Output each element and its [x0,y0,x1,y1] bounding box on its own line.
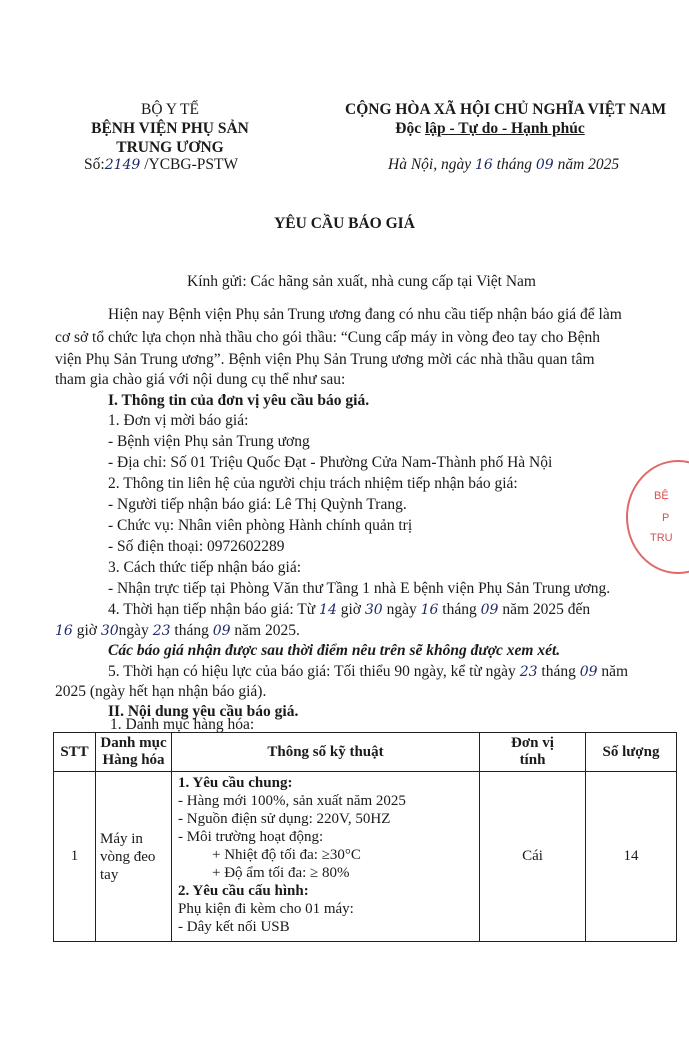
late-submission-warning: Các báo giá nhận được sau thời điểm nêu trên sẽ không được xem xét. [108,642,561,659]
date-suffix: năm 2025 [557,156,620,173]
row-stt: 1 [54,772,96,942]
spec-line-6: + Độ ẩm tối đa: ≥ 80% [212,865,350,881]
deadline-text-9: năm 2025. [234,622,300,639]
date-mid: tháng [496,156,532,173]
validity-text-3: năm [601,663,629,680]
validity-text-1: 5. Thời hạn có hiệu lực của báo giá: Tối thiểu 90 ngày, kể từ ngày [108,663,516,680]
header-stt: STT [54,733,96,772]
validity-line-1 [108,663,628,681]
deadline-line-2 [55,622,300,640]
spec-line-7: 2. Yêu cầu cấu hình: [178,883,309,899]
validity-line-2: 2025 (ngày hết hạn nhận báo giá). [55,683,267,700]
spec-line-9: - Dây kết nối USB [178,919,290,935]
deadline-hand-month-to: 09 [212,623,231,639]
spec-line-3: - Nguồn điện sử dụng: 220V, 50HZ [178,811,391,827]
document-title: YÊU CẦU BÁO GIÁ [274,215,415,232]
deadline-hand-minute-to: 30 [100,623,119,639]
stamp-text-3: TRU [650,532,673,544]
intro-line-3: viện Phụ Sản Trung ương”. Bệnh viện Phụ Sản Trung ương mời các nhà thầu quan tâm [55,351,595,368]
deadline-hand-day-from: 16 [420,602,439,618]
header-don-vi [480,733,586,772]
goods-table [53,732,677,942]
table-header-row [54,733,677,772]
section1-line-8: 3. Cách thức tiếp nhận báo giá: [108,559,302,576]
deadline-text-3: ngày [386,601,417,618]
row-spec [172,772,480,942]
deadline-text-6: giờ [76,622,97,639]
deadline-text-8: tháng [174,622,209,639]
header-danh-muc-l1: Danh mục [100,735,167,751]
doc-number-suffix: /YCBG-PSTW [144,156,239,173]
section1-line-2: - Bệnh viện Phụ sản Trung ương [108,433,310,450]
intro-line-4: tham gia chào giá với nội dung cụ thể như sau: [55,371,346,388]
row-quantity: 14 [586,772,677,942]
doc-number-prefix: Số: [84,156,105,173]
section1-line-4: 2. Thông tin liên hệ của người chịu trách nhiệm tiếp nhận báo giá: [108,475,518,492]
spec-line-8: Phụ kiện đi kèm cho 01 máy: [178,901,354,917]
row-item-name [96,772,172,942]
deadline-hand-hour-to: 16 [55,623,73,639]
header-so-luong: Số lượng [586,733,677,772]
motto-part-b: lập - Tự do - Hạnh phúc [424,120,585,137]
deadline-text-1: 4. Thời hạn tiếp nhận báo giá: Từ [108,601,316,618]
header-danh-muc-l2: Hàng hóa [102,752,165,768]
recipient-line: Kính gửi: Các hãng sản xuất, nhà cung cấp tại Việt Nam [187,273,536,290]
validity-text-2: tháng [541,663,576,680]
intro-line-2: cơ sở tổ chức lựa chọn nhà thầu cho gói thầu: “Cung cấp máy in vòng đeo tay cho Bệnh [55,329,600,346]
item-name-l2: vòng đeo [100,848,156,865]
deadline-text-2: giờ [340,601,361,618]
table-row [54,772,677,942]
header-don-vi-l2: tính [519,752,546,768]
date-month-handwritten: 09 [535,157,554,173]
motto-part-a: Độc [395,120,425,137]
section2-sub: 1. Danh mục hàng hóa: [110,716,255,733]
spec-line-2: - Hàng mới 100%, sản xuất năm 2025 [178,793,406,809]
row-unit: Cái [480,772,586,942]
section1-heading: I. Thông tin của đơn vị yêu cầu báo giá. [108,392,370,409]
date-prefix: Hà Nội, ngày [388,156,472,173]
hospital-name-line1: BỆNH VIỆN PHỤ SẢN [91,120,249,137]
spec-line-5: + Nhiệt độ tối đa: ≥30°C [212,847,361,863]
ministry-name: BỘ Y TẾ [141,101,199,118]
validity-hand-day: 23 [519,664,538,680]
section1-line-3: - Địa chỉ: Số 01 Triệu Quốc Đạt - Phường Cửa Nam-Thành phố Hà Nội [108,454,553,471]
deadline-text-4: tháng [442,601,477,618]
official-stamp [626,460,689,574]
country-name: CỘNG HÒA XÃ HỘI CHỦ NGHĨA VIỆT NAM [345,101,667,118]
deadline-line-1 [108,601,590,619]
section2-heading: II. Nội dung yêu cầu báo giá. [108,703,299,720]
document-date [388,156,619,174]
deadline-hand-month-from: 09 [480,602,499,618]
spec-line-1: 1. Yêu cầu chung: [178,775,293,791]
national-motto [345,120,635,138]
header-danh-muc [96,733,172,772]
date-day-handwritten: 16 [474,157,493,173]
stamp-text-1: BỆ [654,490,669,502]
section1-line-9: - Nhận trực tiếp tại Phòng Văn thư Tầng 1 nhà E bệnh viện Phụ Sản Trung ương. [108,580,611,597]
item-name-l3: tay [100,866,119,883]
deadline-hand-hour-from: 14 [319,602,337,618]
spec-line-4: - Môi trường hoạt động: [178,829,324,845]
header-thong-so: Thông số kỹ thuật [172,733,480,772]
hospital-name-line2: TRUNG ƯƠNG [116,139,224,156]
stamp-text-2: P [662,512,670,524]
section1-line-1: 1. Đơn vị mời báo giá: [108,412,249,429]
item-name-l1: Máy in [100,830,143,847]
doc-number-handwritten: 2149 [104,157,141,173]
section1-line-5: - Người tiếp nhận báo giá: Lê Thị Quỳnh Trang. [108,496,407,513]
deadline-hand-day-to: 23 [152,623,171,639]
deadline-hand-minute-from: 30 [364,602,383,618]
document-number [84,156,238,174]
deadline-text-5: năm 2025 đến [502,601,591,618]
intro-line-1: Hiện nay Bệnh viện Phụ sản Trung ương đang có nhu cầu tiếp nhận báo giá để làm [108,306,622,323]
section1-line-7: - Số điện thoại: 0972602289 [108,538,285,555]
section1-line-6: - Chức vụ: Nhân viên phòng Hành chính quản trị [108,517,413,534]
validity-hand-month: 09 [579,664,598,680]
header-don-vi-l1: Đơn vị [511,735,554,751]
deadline-text-7: ngày [118,622,149,639]
